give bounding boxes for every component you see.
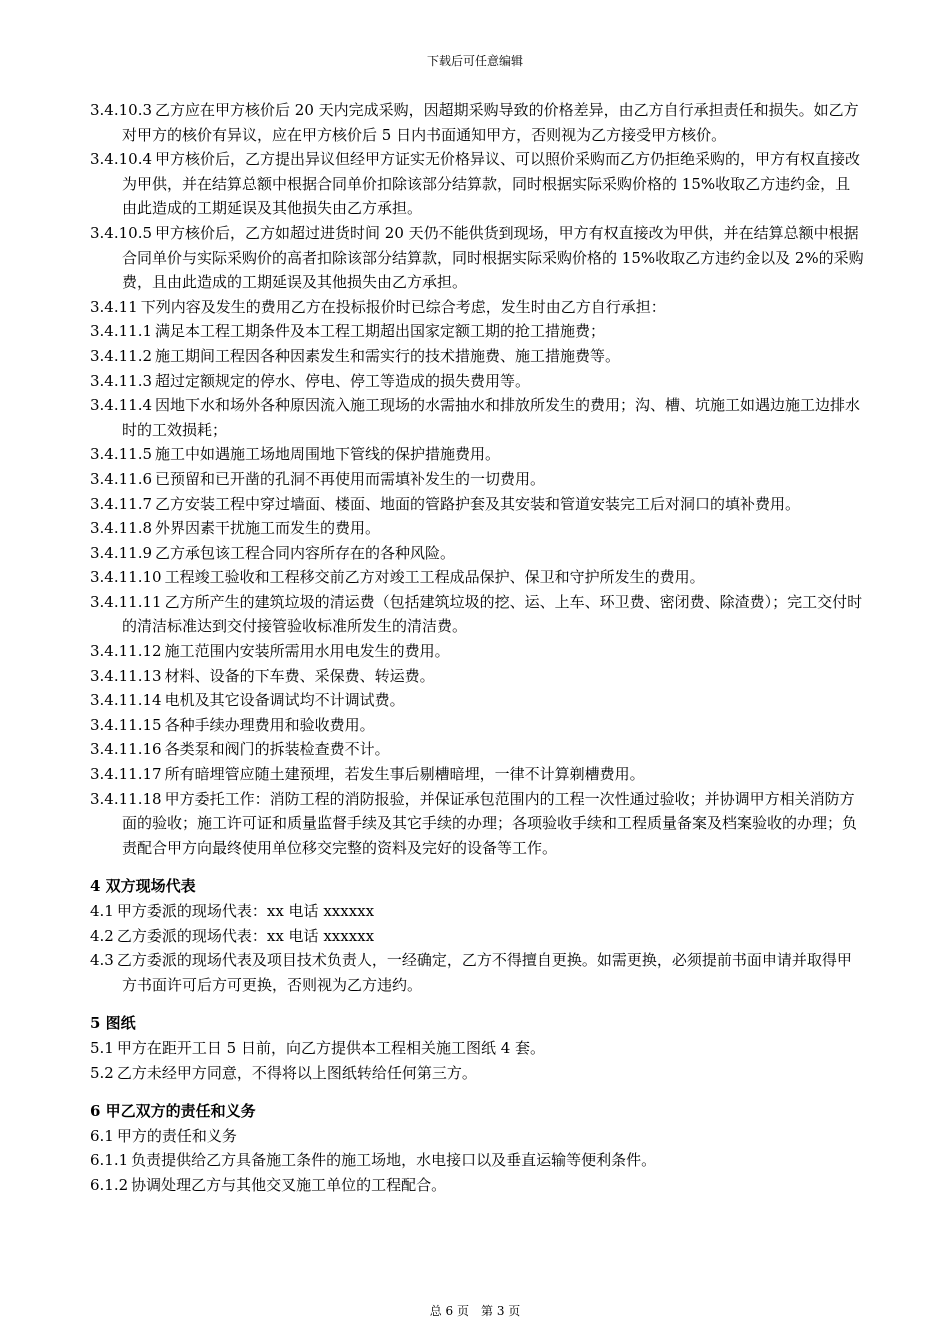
clause-paragraph bbox=[90, 664, 865, 689]
clause-number: 3.4.11.8 bbox=[90, 519, 153, 538]
clause-text: 各类泵和阀门的拆装检查费不计。 bbox=[164, 740, 390, 759]
clause-paragraph bbox=[90, 541, 865, 566]
clause-text: 施工中如遇施工场地周围地下管线的保护措施费用。 bbox=[155, 445, 501, 464]
page-header: 下载后可任意编辑 bbox=[426, 54, 523, 68]
clause-number: 6.1.2 bbox=[90, 1175, 129, 1194]
clause-text: 甲方委派的现场代表：xx 电话 xxxxxx bbox=[116, 902, 375, 920]
clause-text: 因地下水和场外各种原因流入施工现场的水需抽水和排放所发生的费用；沟、槽、坑施工如遇边施工边排水时的工效损耗； bbox=[122, 396, 861, 439]
clause-number: 3.4.11.12 bbox=[90, 642, 162, 661]
clause-text: 甲方委托工作：消防工程的消防报验，并保证承包范围内的工程一次性通过验收；并协调甲方相关消防方面的验收；施工许可证和质量监督手续及其它手续的办理；各项验收手续和工程质量备案及档案验收的办理；负责配合甲方向最终使用单位移交完整的资料及完好的设备等工作。 bbox=[122, 789, 858, 857]
clause-paragraph bbox=[90, 98, 865, 147]
clause-paragraph bbox=[90, 948, 865, 997]
clause-text: 乙方委派的现场代表：xx 电话 xxxxxx bbox=[116, 926, 375, 945]
clause-paragraph bbox=[90, 590, 865, 639]
clause-number: 5.1 bbox=[90, 1038, 114, 1057]
clause-text: 甲方的责任和义务 bbox=[116, 1126, 237, 1145]
clause-text: 施工范围内安装所需用水用电发生的费用。 bbox=[164, 642, 450, 661]
clause-number: 3.4.11.16 bbox=[90, 740, 162, 759]
clause-text: 下列内容及发生的费用乙方在投标报价时已综合考虑，发生时由乙方自行承担： bbox=[140, 297, 666, 316]
clause-text: 施工期间工程因各种因素发生和需实行的技术措施费、施工措施费等。 bbox=[155, 346, 621, 365]
clause-paragraph bbox=[90, 713, 865, 738]
clause-paragraph bbox=[90, 688, 865, 713]
clause-number: 3.4.11.9 bbox=[90, 543, 153, 562]
clause-text: 乙方安装工程中穿过墙面、楼面、地面的管路护套及其安装和管道安装完工后对洞口的填补费用。 bbox=[155, 494, 801, 513]
clause-number: 4.1 bbox=[90, 902, 114, 920]
clause-paragraph bbox=[90, 899, 865, 924]
section-heading: 5 图纸 bbox=[90, 1014, 136, 1033]
clause-text: 甲方核价后，乙方提出异议但经甲方证实无价格异议、可以照价采购而乙方仍拒绝采购的，甲方有权直接改为甲供，并在结算总额中根据合同单价扣除该部分结算款，同时根据实际采购价格的 15%收取乙方违约金，且由此造成的工期延误及其他损失由乙方承担。 bbox=[122, 150, 861, 218]
document-body bbox=[90, 98, 865, 1198]
clause-paragraph bbox=[90, 492, 865, 517]
clause-number: 3.4.11.4 bbox=[90, 396, 153, 415]
clause-number: 3.4.11 bbox=[90, 297, 138, 316]
page-footer: 总 6 页 第 3 页 bbox=[429, 1304, 521, 1318]
clause-paragraph bbox=[90, 467, 865, 492]
clause-paragraph bbox=[90, 393, 865, 442]
clause-number: 3.4.11.5 bbox=[90, 445, 153, 464]
clause-paragraph bbox=[90, 295, 865, 320]
clause-number: 4.3 bbox=[90, 951, 114, 970]
clause-paragraph bbox=[90, 1124, 865, 1149]
clause-number: 3.4.11.14 bbox=[90, 691, 162, 710]
clause-number: 3.4.11.18 bbox=[90, 789, 162, 808]
clause-number: 6.1.1 bbox=[90, 1151, 129, 1170]
clause-text: 甲方核价后，乙方如超过进货时间 20 天仍不能供货到现场，甲方有权直接改为甲供，并在结算总额中根据合同单价与实际采购价的高者扣除该部分结算款，同时根据实际采购价格的 15%收取乙方违约金以及 2%的采购费，且由此造成的工期延误及其他损失由乙方承担。 bbox=[122, 223, 864, 292]
clause-number: 3.4.10.3 bbox=[90, 101, 153, 119]
clause-text: 乙方应在甲方核价后 20 天内完成采购，因超期采购导致的价格差异，由乙方自行承担责任和损失。如乙方对甲方的核价有异议，应在甲方核价后 5 日内书面通知甲方，否则视为乙方接受甲方核价。 bbox=[122, 101, 859, 144]
clause-text: 负责提供给乙方具备施工条件的施工场地，水电接口以及垂直运输等便利条件。 bbox=[131, 1151, 657, 1170]
clause-text: 工程竣工验收和工程移交前乙方对竣工工程成品保护、保卫和守护所发生的费用。 bbox=[164, 568, 705, 587]
clause-number: 3.4.11.15 bbox=[90, 715, 162, 734]
clause-number: 3.4.11.7 bbox=[90, 494, 153, 513]
clause-text: 协调处理乙方与其他交叉施工单位的工程配合。 bbox=[131, 1175, 447, 1194]
clause-text: 外界因素干扰施工而发生的费用。 bbox=[155, 519, 381, 538]
clause-text: 乙方所产生的建筑垃圾的清运费（包括建筑垃圾的挖、运、上车、环卫费、密闭费、除渣费）；完工交付时的清洁标准达到交付接管验收标准所发生的清洁费。 bbox=[122, 592, 863, 636]
clause-text: 已预留和已开凿的孔洞不再使用而需填补发生的一切费用。 bbox=[155, 469, 546, 488]
clause-number: 3.4.11.11 bbox=[90, 592, 162, 611]
clause-paragraph bbox=[90, 147, 865, 221]
clause-paragraph bbox=[90, 639, 865, 664]
clause-paragraph bbox=[90, 1061, 865, 1086]
clause-paragraph bbox=[90, 344, 865, 369]
clause-text: 甲方在距开工日 5 日前，向乙方提供本工程相关施工图纸 4 套。 bbox=[116, 1038, 546, 1057]
clause-number: 3.4.11.1 bbox=[90, 322, 153, 341]
clause-paragraph bbox=[90, 1148, 865, 1173]
section-heading: 6 甲乙双方的责任和义务 bbox=[90, 1102, 256, 1121]
clause-paragraph bbox=[90, 1036, 865, 1061]
clause-paragraph bbox=[90, 442, 865, 467]
clause-paragraph bbox=[90, 319, 865, 344]
clause-number: 4.2 bbox=[90, 926, 114, 945]
section-heading: 4 双方现场代表 bbox=[90, 877, 196, 896]
clause-text: 满足本工程工期条件及本工程工期超出国家定额工期的抢工措施费； bbox=[155, 322, 606, 341]
clause-number: 3.4.10.4 bbox=[90, 150, 153, 169]
clause-number: 3.4.11.17 bbox=[90, 765, 162, 784]
clause-text: 电机及其它设备调试均不计调试费。 bbox=[164, 691, 405, 710]
clause-text: 乙方委派的现场代表及项目技术负责人，一经确定，乙方不得擅自更换。如需更换，必须提前书面申请并取得甲方书面许可后方可更换，否则视为乙方违约。 bbox=[116, 951, 852, 994]
clause-number: 3.4.10.5 bbox=[90, 223, 153, 242]
clause-paragraph bbox=[90, 762, 865, 787]
clause-paragraph bbox=[90, 924, 865, 949]
clause-text: 各种手续办理费用和验收费用。 bbox=[164, 715, 375, 734]
clause-text: 所有暗埋管应随土建预埋，若发生事后剔槽暗埋，一律不计算剃槽费用。 bbox=[164, 765, 645, 784]
clause-paragraph bbox=[90, 221, 865, 295]
clause-number: 3.4.11.2 bbox=[90, 346, 153, 365]
clause-paragraph bbox=[90, 565, 865, 590]
clause-number: 5.2 bbox=[90, 1063, 114, 1082]
clause-paragraph bbox=[90, 787, 865, 861]
clause-number: 3.4.11.13 bbox=[90, 666, 162, 685]
clause-text: 乙方未经甲方同意，不得将以上图纸转给任何第三方。 bbox=[116, 1063, 477, 1082]
clause-paragraph bbox=[90, 737, 865, 762]
clause-number: 3.4.11.3 bbox=[90, 371, 153, 390]
clause-number: 3.4.11.10 bbox=[90, 568, 162, 587]
clause-number: 3.4.11.6 bbox=[90, 469, 153, 488]
clause-paragraph bbox=[90, 516, 865, 541]
clause-paragraph bbox=[90, 369, 865, 394]
clause-paragraph bbox=[90, 1173, 865, 1198]
clause-number: 6.1 bbox=[90, 1126, 114, 1145]
clause-text: 超过定额规定的停水、停电、停工等造成的损失费用等。 bbox=[155, 371, 531, 390]
clause-text: 乙方承包该工程合同内容所存在的各种风险。 bbox=[155, 543, 456, 562]
clause-text: 材料、设备的下车费、采保费、转运费。 bbox=[164, 666, 435, 685]
